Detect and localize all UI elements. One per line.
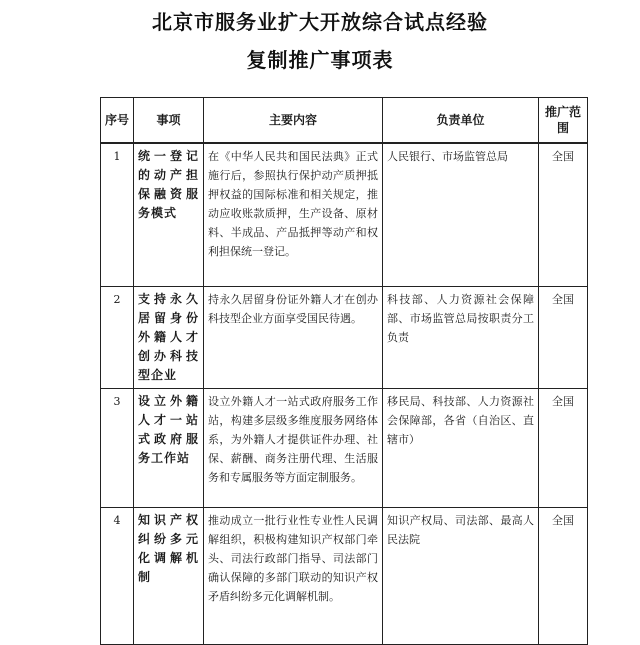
header-content: 主要内容 [204, 98, 383, 144]
table-row [101, 389, 588, 508]
row-item: 知识产权纠纷多元化调解机制 [134, 508, 204, 645]
row-scope: 全国 [539, 389, 588, 508]
table-row [101, 287, 588, 389]
row-content: 推动成立一批行业性专业性人民调解组织，积极构建知识产权部门牵头、司法行政部门指导、司法部门确认保障的多部门联动的知识产权矛盾纠纷多元化调解机制。 [204, 508, 383, 645]
row-scope: 全国 [539, 287, 588, 389]
row-number: 2 [101, 287, 134, 389]
header-item: 事项 [134, 98, 204, 144]
row-number: 3 [101, 389, 134, 508]
document-title: 北京市服务业扩大开放综合试点经验 [152, 10, 488, 34]
row-responsible-unit: 知识产权局、司法部、最高人民法院 [383, 508, 539, 645]
row-content: 持永久居留身份证外籍人才在创办科技型企业方面享受国民待遇。 [204, 287, 383, 389]
header-no: 序号 [101, 98, 134, 144]
table-row [101, 143, 588, 287]
table-header [101, 98, 588, 144]
document-subtitle: 复制推广事项表 [246, 48, 394, 72]
row-content: 在《中华人民共和国民法典》正式施行后，参照执行保护动产质押抵押权益的国际标准和相关规定，推动应收账款质押，生产设备、原材料、半成品、产品抵押等动产和权利担保统一登记。 [204, 143, 383, 287]
row-content: 设立外籍人才一站式政府服务工作站，构建多层级多维度服务网络体系，为外籍人才提供证件办理、社保、薪酬、商务注册代理、生活服务和专属服务等方面定制服务。 [204, 389, 383, 508]
row-responsible-unit: 移民局、科技部、人力资源社会保障部，各省（自治区、直辖市） [383, 389, 539, 508]
table-row [101, 508, 588, 645]
promotion-items-table [100, 97, 588, 645]
row-number: 1 [101, 143, 134, 287]
row-scope: 全国 [539, 143, 588, 287]
row-number: 4 [101, 508, 134, 645]
row-responsible-unit: 人民银行、市场监管总局 [383, 143, 539, 287]
header-scope: 推广范围 [539, 98, 588, 144]
row-item: 支持永久居留身份外籍人才创办科技型企业 [134, 287, 204, 389]
row-item: 设立外籍人才一站式政府服务工作站 [134, 389, 204, 508]
header-unit: 负责单位 [383, 98, 539, 144]
row-item: 统一登记的动产担保融资服务模式 [134, 143, 204, 287]
row-scope: 全国 [539, 508, 588, 645]
row-responsible-unit: 科技部、人力资源社会保障部、市场监管总局按职责分工负责 [383, 287, 539, 389]
